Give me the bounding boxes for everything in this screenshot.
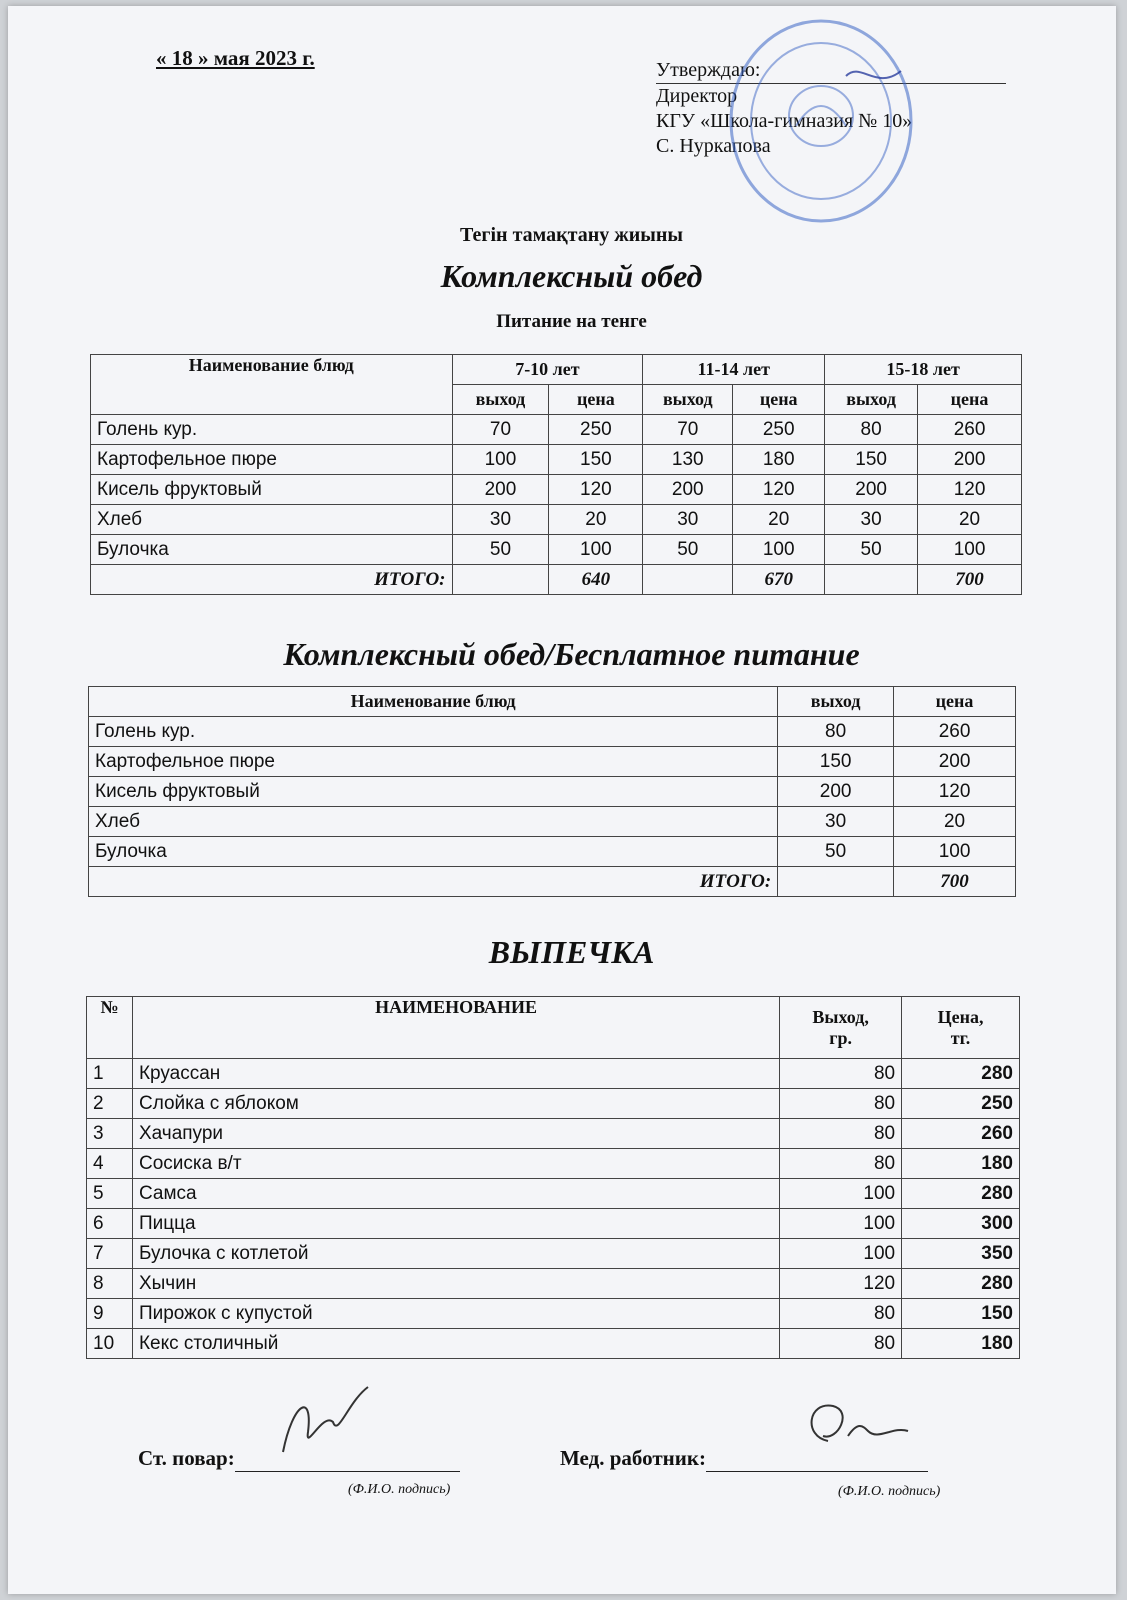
table-row	[89, 777, 1016, 807]
dish-name: Булочка	[91, 535, 453, 565]
table-row	[91, 535, 1022, 565]
total-label: ИТОГО:	[91, 565, 453, 595]
round-stamp	[726, 16, 916, 226]
header-output-line2: гр.	[829, 1027, 852, 1048]
header-output: выход	[452, 385, 549, 415]
cell-value: 80	[825, 415, 918, 445]
header-name: НАИМЕНОВАНИЕ	[132, 997, 779, 1059]
cell-value: 130	[643, 445, 733, 475]
table-row	[87, 1149, 1020, 1179]
dish-name: Кисель фруктовый	[91, 475, 453, 505]
item-name: Кекс столичный	[132, 1329, 779, 1359]
cell-value: 70	[452, 415, 549, 445]
header-price-line2: тг.	[950, 1027, 971, 1048]
cell-price: 20	[894, 807, 1016, 837]
cell-value: 100	[452, 445, 549, 475]
cell-output: 100	[780, 1239, 902, 1269]
cell-output: 80	[780, 1089, 902, 1119]
cell-value: 200	[918, 445, 1022, 475]
row-number: 3	[87, 1119, 133, 1149]
row-number: 7	[87, 1239, 133, 1269]
table-row	[87, 1299, 1020, 1329]
item-name: Булочка с котлетой	[132, 1239, 779, 1269]
table-row	[87, 1239, 1020, 1269]
table-row	[87, 1119, 1020, 1149]
dish-name: Булочка	[89, 837, 778, 867]
item-name: Пирожок с купустой	[132, 1299, 779, 1329]
total-value: 700	[918, 565, 1022, 595]
medic-fio-hint: (Ф.И.О. подпись)	[838, 1484, 941, 1499]
row-number: 6	[87, 1209, 133, 1239]
cell-price: 100	[894, 837, 1016, 867]
cell-price: 180	[902, 1149, 1020, 1179]
header-output	[780, 997, 902, 1059]
cell-value: 200	[825, 475, 918, 505]
approve-line-3: КГУ «Школа-гимназия № 10»	[656, 110, 913, 132]
cell-value: 100	[733, 535, 825, 565]
header-output: выход	[643, 385, 733, 415]
cell-value: 70	[643, 415, 733, 445]
cell-price: 120	[894, 777, 1016, 807]
table-row	[89, 837, 1016, 867]
row-number: 1	[87, 1059, 133, 1089]
table-row	[91, 445, 1022, 475]
cell-price: 280	[902, 1179, 1020, 1209]
table-row	[87, 1059, 1020, 1089]
cell-value: 150	[549, 445, 643, 475]
approve-line-2: Директор	[656, 85, 738, 107]
cell-value: 120	[733, 475, 825, 505]
header-price: цена	[894, 687, 1016, 717]
title-nutrition: Питание на тенге	[496, 311, 647, 332]
dish-name: Голень кур.	[89, 717, 778, 747]
cell-value: 150	[825, 445, 918, 475]
header-group: 11-14 лет	[643, 355, 825, 385]
dish-name: Картофельное пюре	[89, 747, 778, 777]
total-row	[91, 565, 1022, 595]
cook-label: Ст. повар:	[138, 1446, 235, 1470]
cell-value: 50	[643, 535, 733, 565]
approve-line-4: С. Нуркапова	[656, 135, 771, 157]
cell-value: 200	[452, 475, 549, 505]
cell-value: 30	[825, 505, 918, 535]
cell-output: 80	[780, 1329, 902, 1359]
cell-value: 250	[733, 415, 825, 445]
cell-value: 200	[643, 475, 733, 505]
cell-price: 350	[902, 1239, 1020, 1269]
header-dish-name: Наименование блюд	[89, 687, 778, 717]
header-price: цена	[549, 385, 643, 415]
cell-output: 80	[780, 1119, 902, 1149]
cell-price: 250	[902, 1089, 1020, 1119]
cell-value: 30	[452, 505, 549, 535]
cell-output: 200	[778, 777, 894, 807]
title-kz: Тегін тамақтану жиыны	[459, 224, 684, 246]
cell-output: 80	[778, 717, 894, 747]
document-page	[8, 6, 1116, 1594]
cell-price: 200	[894, 747, 1016, 777]
cell-output: 80	[780, 1299, 902, 1329]
cell-value: 100	[549, 535, 643, 565]
cell-value: 250	[549, 415, 643, 445]
cell-value: 120	[918, 475, 1022, 505]
row-number: 9	[87, 1299, 133, 1329]
row-number: 2	[87, 1089, 133, 1119]
header-output: выход	[825, 385, 918, 415]
cell-output: 80	[780, 1149, 902, 1179]
item-name: Пицца	[132, 1209, 779, 1239]
table-row	[87, 1089, 1020, 1119]
header-output: выход	[778, 687, 894, 717]
row-number: 8	[87, 1269, 133, 1299]
cell-value: 20	[918, 505, 1022, 535]
cell-price: 260	[902, 1119, 1020, 1149]
cell-value: 120	[549, 475, 643, 505]
header-price: цена	[918, 385, 1022, 415]
dish-name: Голень кур.	[91, 415, 453, 445]
cell-value: 50	[452, 535, 549, 565]
total-label: ИТОГО:	[89, 867, 778, 897]
complex-lunch-table	[90, 354, 1022, 595]
dish-name: Хлеб	[91, 505, 453, 535]
table-row	[91, 475, 1022, 505]
title-bakery: ВЫПЕЧКА	[488, 934, 655, 970]
cell-value: 260	[918, 415, 1022, 445]
item-name: Слойка с яблоком	[132, 1089, 779, 1119]
title-free-meals: Комплексный обед/Бесплатное питание	[283, 636, 860, 672]
item-name: Хачапури	[132, 1119, 779, 1149]
total-value: 640	[549, 565, 643, 595]
table-row	[87, 1269, 1020, 1299]
total-row	[89, 867, 1016, 897]
item-name: Хычин	[132, 1269, 779, 1299]
header-number: №	[87, 997, 133, 1059]
cell-value: 180	[733, 445, 825, 475]
table-row	[89, 717, 1016, 747]
total-value: 700	[894, 867, 1016, 897]
row-number: 5	[87, 1179, 133, 1209]
row-number: 10	[87, 1329, 133, 1359]
table-row	[89, 807, 1016, 837]
cell-price: 150	[902, 1299, 1020, 1329]
total-value: 670	[733, 565, 825, 595]
table-row	[87, 1179, 1020, 1209]
dish-name: Кисель фруктовый	[89, 777, 778, 807]
cell-output: 80	[780, 1059, 902, 1089]
table-row	[89, 747, 1016, 777]
dish-name: Картофельное пюре	[91, 445, 453, 475]
free-meals-table	[88, 686, 1016, 897]
cell-value: 50	[825, 535, 918, 565]
cell-output: 100	[780, 1179, 902, 1209]
cell-value: 100	[918, 535, 1022, 565]
cell-value: 20	[733, 505, 825, 535]
cell-price: 280	[902, 1059, 1020, 1089]
header-price-line1: Цена,	[937, 1006, 984, 1027]
cell-output: 50	[778, 837, 894, 867]
medic-label: Мед. работник:	[560, 1446, 706, 1470]
cell-price: 300	[902, 1209, 1020, 1239]
cell-output: 120	[780, 1269, 902, 1299]
medic-signature-scribble	[798, 1396, 918, 1456]
header-dish-name: Наименование блюд	[91, 355, 453, 415]
cell-price: 260	[894, 717, 1016, 747]
cell-value: 20	[549, 505, 643, 535]
title-complex-lunch: Комплексный обед	[440, 258, 703, 294]
table-row	[91, 415, 1022, 445]
table-row	[87, 1329, 1020, 1359]
cook-fio-hint: (Ф.И.О. подпись)	[348, 1482, 451, 1497]
cell-value: 30	[643, 505, 733, 535]
header-group: 15-18 лет	[825, 355, 1022, 385]
dish-name: Хлеб	[89, 807, 778, 837]
cell-output: 150	[778, 747, 894, 777]
cell-price: 280	[902, 1269, 1020, 1299]
bakery-table	[86, 996, 1020, 1359]
cell-output: 30	[778, 807, 894, 837]
cell-output: 100	[780, 1209, 902, 1239]
cell-price: 180	[902, 1329, 1020, 1359]
item-name: Круассан	[132, 1059, 779, 1089]
header-output-line1: Выход,	[812, 1006, 869, 1027]
approval-date: « 18 » мая 2023 г.	[156, 46, 315, 70]
item-name: Сосиска в/т	[132, 1149, 779, 1179]
header-group: 7-10 лет	[452, 355, 643, 385]
table-row	[87, 1209, 1020, 1239]
row-number: 4	[87, 1149, 133, 1179]
approve-line-1: Утверждаю:	[656, 58, 1006, 84]
cook-signature-scribble	[273, 1382, 383, 1462]
table-row	[91, 505, 1022, 535]
header-price	[902, 997, 1020, 1059]
item-name: Самса	[132, 1179, 779, 1209]
header-price: цена	[733, 385, 825, 415]
